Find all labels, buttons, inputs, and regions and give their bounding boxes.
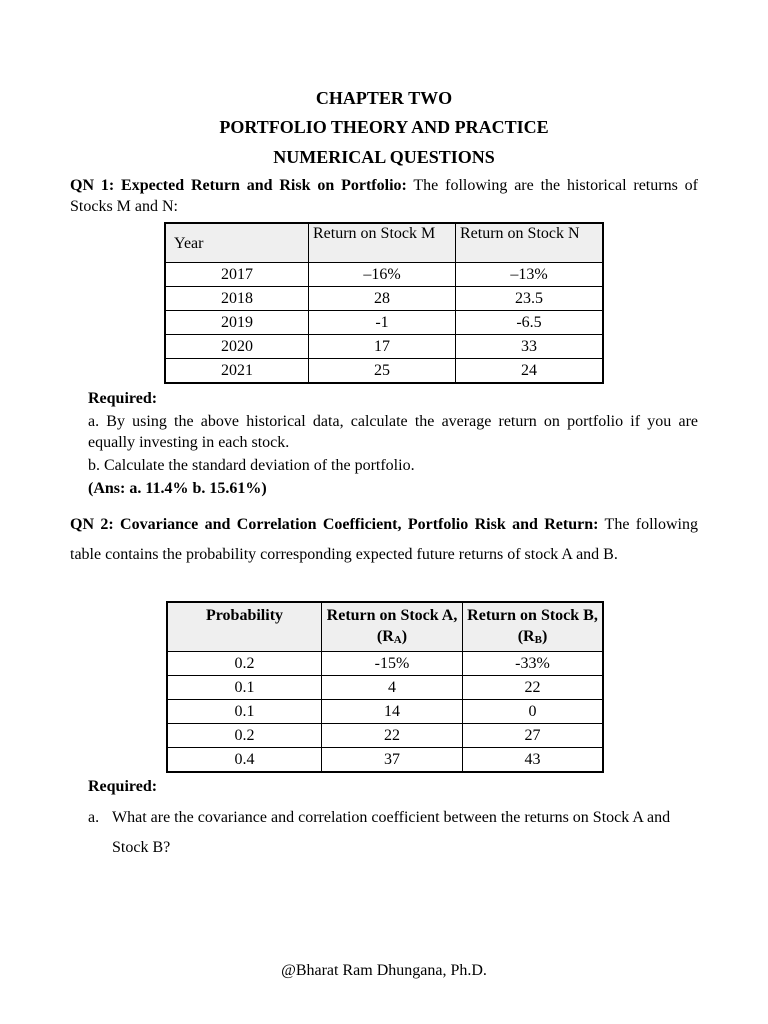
table-row xyxy=(167,724,603,748)
qn2-text: The following table contains the probability corresponding expected future returns of stock A and B. xyxy=(70,516,698,563)
table-cell: 22 xyxy=(463,676,604,700)
table-cell: 17 xyxy=(309,335,456,359)
table-cell: 27 xyxy=(463,724,604,748)
table-cell: –16% xyxy=(309,263,456,287)
table-row xyxy=(167,652,603,676)
qn2-intro xyxy=(70,510,698,569)
qn2-item-a-text: What are the covariance and correlation coefficient between the returns on Stock A and Stock B? xyxy=(112,809,671,856)
table-cell: 0.1 xyxy=(167,676,322,700)
qn2-table xyxy=(166,601,604,773)
table-cell: 4 xyxy=(322,676,463,700)
table-cell: -15% xyxy=(322,652,463,676)
qn1-item-a: a. By using the above historical data, calculate the average return on portfolio if you are equally investing in each stock. xyxy=(88,413,698,451)
table-cell: 0.2 xyxy=(167,652,322,676)
header-cell: Return on Stock M xyxy=(309,223,456,263)
table-cell: -33% xyxy=(463,652,604,676)
table-cell: 0.2 xyxy=(167,724,322,748)
table-row xyxy=(165,311,603,335)
qn2-required-block xyxy=(88,776,698,862)
table-row xyxy=(165,287,603,311)
table-cell: -1 xyxy=(309,311,456,335)
table-cell: 2020 xyxy=(165,335,309,359)
qn1-table xyxy=(164,222,604,384)
table-cell: 2021 xyxy=(165,359,309,384)
qn1-intro xyxy=(70,175,698,217)
table-row xyxy=(165,359,603,384)
qn1-required-block xyxy=(88,388,698,499)
table-cell: 2019 xyxy=(165,311,309,335)
subsection-title: NUMERICAL QUESTIONS xyxy=(273,147,495,167)
table-cell: 33 xyxy=(456,335,604,359)
table-cell: 43 xyxy=(463,748,604,773)
qn2-label: QN 2: Covariance and Correlation Coefficient, Portfolio Risk and Return: xyxy=(70,516,599,533)
table-cell: 0.1 xyxy=(167,700,322,724)
qn1-required-label: Required: xyxy=(88,390,158,407)
table-row xyxy=(167,676,603,700)
table-row xyxy=(167,700,603,724)
table-cell: 14 xyxy=(322,700,463,724)
table-header-row xyxy=(167,602,603,652)
qn1-label: QN 1: Expected Return and Risk on Portfolio: xyxy=(70,177,407,194)
table-cell: 37 xyxy=(322,748,463,773)
section-title: PORTFOLIO THEORY AND PRACTICE xyxy=(219,117,549,137)
table-cell: 2017 xyxy=(165,263,309,287)
table-cell: 25 xyxy=(309,359,456,384)
qn2-required-label: Required: xyxy=(88,778,158,795)
table-row xyxy=(167,748,603,773)
qn2-item-a xyxy=(88,803,698,862)
qn1-text: The following are the historical returns of Stocks M and N: xyxy=(70,177,698,215)
list-marker: a. xyxy=(88,809,100,826)
table-row xyxy=(165,335,603,359)
header-cell: Return on Stock A,(RA) xyxy=(322,602,463,652)
table-cell: 23.5 xyxy=(456,287,604,311)
header-cell: Probability xyxy=(167,602,322,652)
header-cell: Return on Stock B, (RB) xyxy=(463,602,604,652)
header-cell: Year xyxy=(165,223,309,263)
table-cell: 24 xyxy=(456,359,604,384)
table-cell: 0 xyxy=(463,700,604,724)
qn1-answer: (Ans: a. 11.4% b. 15.61%) xyxy=(88,480,267,497)
table-cell: 22 xyxy=(322,724,463,748)
qn1-item-b: b. Calculate the standard deviation of the portfolio. xyxy=(88,457,415,474)
table-cell: 2018 xyxy=(165,287,309,311)
table-cell: 28 xyxy=(309,287,456,311)
page-footer: @Bharat Ram Dhungana, Ph.D. xyxy=(281,962,487,979)
chapter-title: CHAPTER TWO xyxy=(315,88,453,108)
table-cell: -6.5 xyxy=(456,311,604,335)
header-cell: Return on Stock N xyxy=(456,223,604,263)
table-row xyxy=(165,263,603,287)
table-cell: 0.4 xyxy=(167,748,322,773)
table-header-row xyxy=(165,223,603,263)
table-cell: –13% xyxy=(456,263,604,287)
